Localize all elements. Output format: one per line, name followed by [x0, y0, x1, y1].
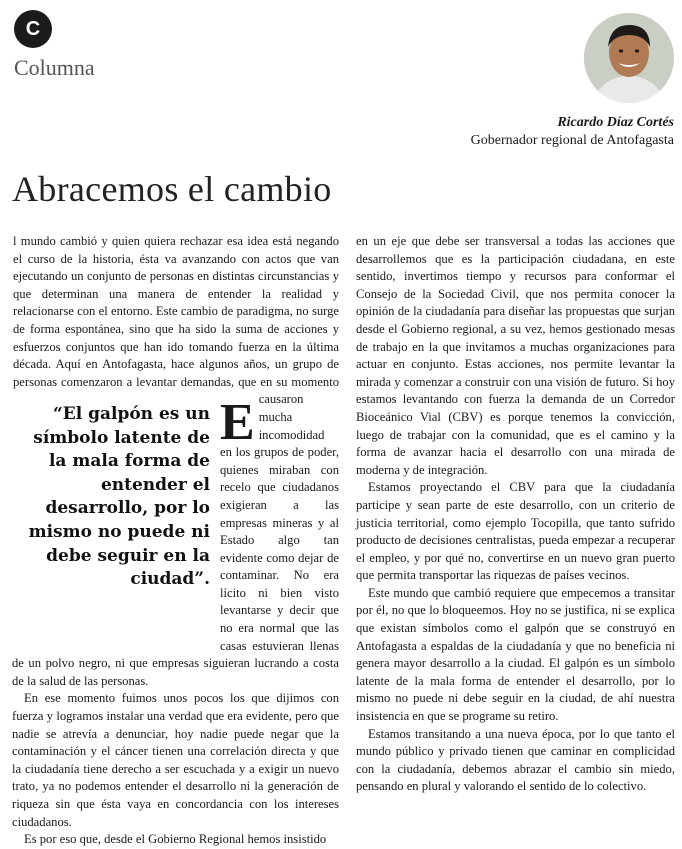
column-badge: C — [14, 10, 52, 48]
section-label: Columna — [14, 55, 95, 80]
article-title: Abracemos el cambio — [12, 169, 332, 209]
author-portrait-icon — [584, 13, 674, 103]
drop-cap: E — [220, 394, 255, 451]
pull-quote: “El galpón es un símbolo latente de la mala forma de entender el desarrollo, por lo mismo no puede ni debe seguir en la ciudad”. — [28, 404, 210, 590]
paragraph: En ese momento fuimos unos pocos los que dijimos con fuerza y logramos instalar una verdad que era evidente, pero que nadie se atrevía a denunciar, hoy nadie puede negar que la contaminación y el cáncer tienen una correlación directa y que la ciudadanía tiene derecho a ser escuchada y a exigir un nuevo trato, ya no podemos entender el desarrollo ni la generación de riqueza sin que ésta vaya en concordancia con los intereses ciudadanos. — [12, 691, 339, 829]
article-column-1 — [12, 233, 339, 849]
paragraph: Es por eso que, desde el Gobierno Regional hemos insistido — [24, 832, 327, 847]
author-role: Gobernador regional de Antofagasta — [470, 133, 674, 148]
author-block — [471, 115, 674, 149]
paragraph: Este mundo que cambió requiere que empecemos a transitar por él, no que lo bloqueemos. Hoy no se justifica, ni se explica que existan símbolos como el galpón que se construyó en Antofagasta a espaldas de la ciudadanía y que no beneficia ni genera mayor desarrollo a la ciudad. El galpón es un símbolo latente de la mala forma de entender el desarrollo, por lo mismo no puede ni debe seguir en la ciudad, de ahí nuestra insistencia en que se programe su retiro. — [356, 585, 675, 724]
paragraph: Estamos transitando a una nueva época, por lo que tanto el mundo público y privado tienen que caminar en complicidad con la ciudadanía, debemos abrazar el cambio sin miedo, pensando en plural y valorando el sentido de lo colectivo. — [356, 726, 675, 794]
paragraph: Estamos proyectando el CBV para que la ciudadanía participe y sean parte de este desarrollo, con un criterio de justicia territorial, como ejemplo Tocopilla, que tanto sufrido producto de decisiones centralistas, pueda empezar a recuperar el empleo, y por qué no, convertirse en un nuevo gran puerto que permita transportar las riquezas de países vecinos. — [356, 480, 675, 583]
article-column-2 — [356, 233, 675, 796]
paragraph: en un eje que debe ser transversal a todas las acciones que desarrollemos que es la participación ciudadana, en este sentido, invertimos tiempo y recursos para conformar el Consejo de la Sociedad Civil, que nos permita conocer la opinión de la ciudadanía para diseñar las propuestas que surjan desde el Gobierno regional, a su vez, hemos gestionado mesas de trabajo en la que invitamos a muchas organizaciones para actuar en conjunto. Estas acciones, nos permite levantar la mirada y comenzar a construir con una visión de futuro. Si hoy estamos levantando con fuerza la demanda de un Corredor Bioceánico Vial (CBV) es porque tenemos la convicción, luego de trabajar con la comunidad, que es el camino y la forma de avanzar hacia el desarrollo con una mirada de moderna y de integración. — [356, 234, 675, 477]
author-photo — [584, 13, 674, 103]
author-name: Ricardo Díaz Cortés — [557, 115, 674, 130]
paragraph-text: l mundo cambió y quien quiera rechazar esa idea está negando el curso de la historia, ésta va avanzando con actos que van ejecutando un conjunto de personas en distintas circunstancias y que determinan una manera de entender la realidad y relacionarse con el entorno. Este cambio de paradigma, no surge de forma espontánea, sino que ha sido la suma de acciones y esfuerzos conjuntos que han ido tomando fuerza en la última década. Aquí en Antofagasta, hace algunos años, un grupo de personas comenzaron a levantar demandas, que en su momento causaron mucha incomodidad en los grupos de poder, quienes miraban con recelo que ciudadanos exigieran a las empresas mineras y al Estado algo tan evidente como dejar de contaminar. No era lícito ni bien visto levantarse y decir que no era normal que las casas estuvieran llenas de un polvo negro, ni que empresas siguieran lucrando a costa de la salud de las personas. — [12, 234, 339, 688]
